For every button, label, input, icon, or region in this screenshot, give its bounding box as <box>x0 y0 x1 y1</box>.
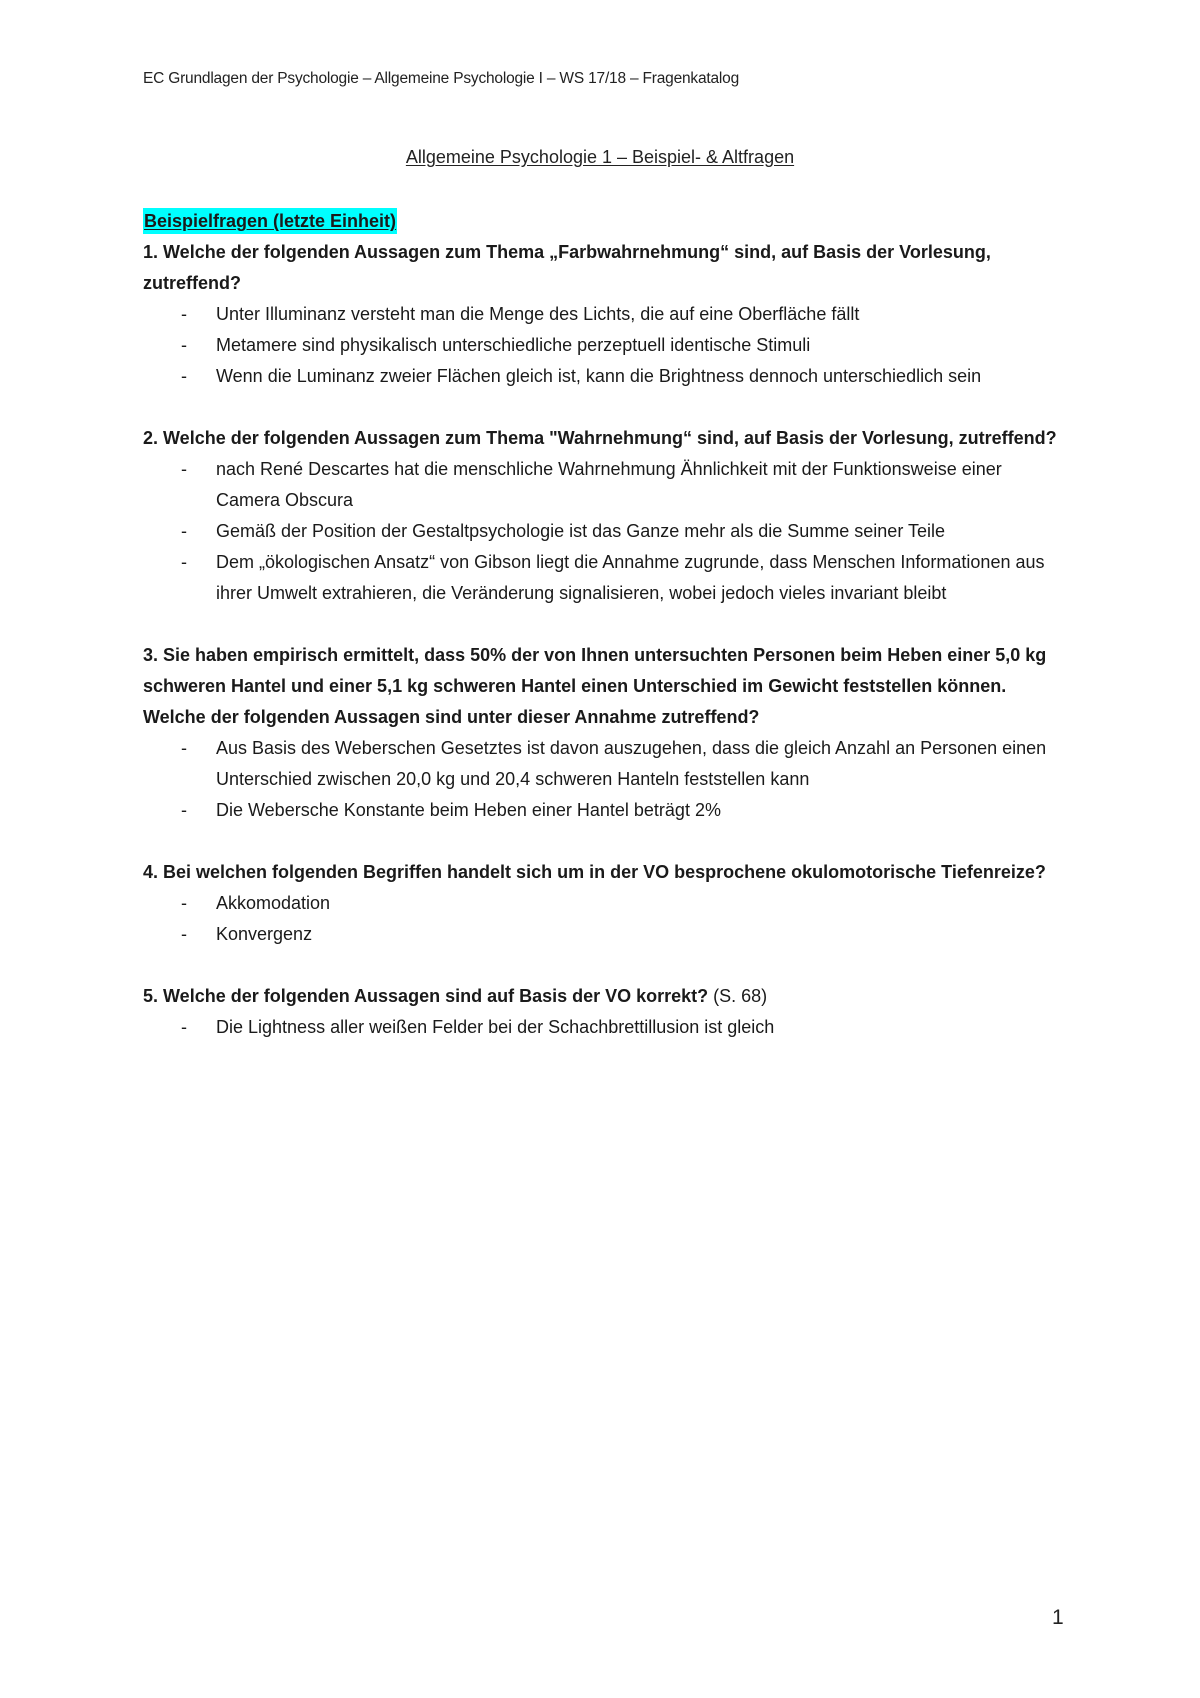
question-text <box>143 640 1068 733</box>
question-text <box>143 237 1068 299</box>
spacer <box>143 826 1068 857</box>
question-text <box>143 857 1068 888</box>
answer-list <box>143 733 1068 826</box>
spacer <box>143 609 1068 640</box>
dash-bullet: - <box>181 738 187 758</box>
answer-list <box>143 888 1068 950</box>
document-title: Allgemeine Psychologie 1 – Beispiel- & Altfragen <box>405 147 795 167</box>
document-body <box>143 206 1068 1043</box>
dash-bullet: - <box>181 552 187 572</box>
dash-bullet: - <box>181 893 187 913</box>
answer-item <box>143 454 1068 516</box>
question-1-text: 1. Welche der folgenden Aussagen zum Thema „Farbwahrnehmung“ sind, auf Basis der Vorlesung, zutreffend? <box>143 242 991 293</box>
question-4-text: 4. Bei welchen folgenden Begriffen handelt sich um in der VO besprochene okulomotorische Tiefenreize? <box>143 862 1046 882</box>
dash-bullet: - <box>181 521 187 541</box>
answer-text: Die Webersche Konstante beim Heben einer Hantel beträgt 2% <box>216 800 721 820</box>
dash-bullet: - <box>181 304 187 324</box>
question-block <box>143 237 1068 392</box>
dash-bullet: - <box>181 800 187 820</box>
answer-item <box>143 1012 1068 1043</box>
question-block <box>143 640 1068 826</box>
spacer <box>143 950 1068 981</box>
question-text <box>143 423 1068 454</box>
answer-text: Gemäß der Position der Gestaltpsychologie ist das Ganze mehr als die Summe seiner Teile <box>216 521 946 541</box>
dash-bullet: - <box>181 924 187 944</box>
section-label-row <box>143 206 1068 237</box>
answer-item <box>143 299 1068 330</box>
question-2-text: 2. Welche der folgenden Aussagen zum Thema "Wahrnehmung“ sind, auf Basis der Vorlesung, zutreffend? <box>143 428 1057 448</box>
answer-item <box>143 888 1068 919</box>
answer-list <box>143 299 1068 392</box>
answer-list <box>143 454 1068 609</box>
answer-text: Die Lightness aller weißen Felder bei der Schachbrettillusion ist gleich <box>216 1017 775 1037</box>
answer-item <box>143 547 1068 609</box>
answer-item <box>143 795 1068 826</box>
answer-text: Metamere sind physikalisch unterschiedliche perzeptuell identische Stimuli <box>216 335 811 355</box>
question-5-text: 5. Welche der folgenden Aussagen sind auf Basis der VO korrekt? <box>143 986 709 1006</box>
answer-text: Unter Illuminanz versteht man die Menge des Lichts, die auf eine Oberfläche fällt <box>216 304 860 324</box>
question-block <box>143 981 1068 1043</box>
dash-bullet: - <box>181 335 187 355</box>
answer-item <box>143 516 1068 547</box>
question-block <box>143 423 1068 609</box>
question-text <box>143 981 1068 1012</box>
answer-item <box>143 919 1068 950</box>
document-title-wrap <box>0 145 1200 169</box>
question-block <box>143 857 1068 950</box>
running-header: EC Grundlagen der Psychologie – Allgemeine Psychologie I – WS 17/18 – Fragenkatalog <box>143 70 740 87</box>
section-label: Beispielfragen (letzte Einheit) <box>143 208 397 234</box>
question-3-text: 3. Sie haben empirisch ermittelt, dass 50% der von Ihnen untersuchten Personen beim Heben einer 5,0 kg schweren Hantel und einer 5,1 kg schweren Hantel einen Unterschied im Gewicht feststellen können. Welche der folgenden Aussagen sind unter dieser Annahme zutreffend? <box>143 645 1047 727</box>
dash-bullet: - <box>181 1017 187 1037</box>
answer-item <box>143 330 1068 361</box>
answer-text: Aus Basis des Weberschen Gesetztes ist davon auszugehen, dass die gleich Anzahl an Personen einen Unterschied zwischen 20,0 kg und 20,4 schweren Hanteln feststellen kann <box>216 738 1047 789</box>
page-number: 1 <box>1052 1606 1064 1629</box>
dash-bullet: - <box>181 366 187 386</box>
answer-text: Wenn die Luminanz zweier Flächen gleich ist, kann die Brightness dennoch unterschiedlich sein <box>216 366 982 386</box>
dash-bullet: - <box>181 459 187 479</box>
spacer <box>143 392 1068 423</box>
answer-item <box>143 361 1068 392</box>
answer-item <box>143 733 1068 795</box>
answer-list <box>143 1012 1068 1043</box>
question-5-suffix: (S. 68) <box>708 986 768 1006</box>
answer-text: Akkomodation <box>216 893 331 913</box>
answer-text: nach René Descartes hat die menschliche Wahrnehmung Ähnlichkeit mit der Funktionsweise einer Camera Obscura <box>216 459 1002 510</box>
answer-text: Dem „ökologischen Ansatz“ von Gibson liegt die Annahme zugrunde, dass Menschen Informationen aus ihrer Umwelt extrahieren, die Veränderung signalisieren, wobei jedoch vieles invariant bleibt <box>216 552 1045 603</box>
answer-text: Konvergenz <box>216 924 313 944</box>
